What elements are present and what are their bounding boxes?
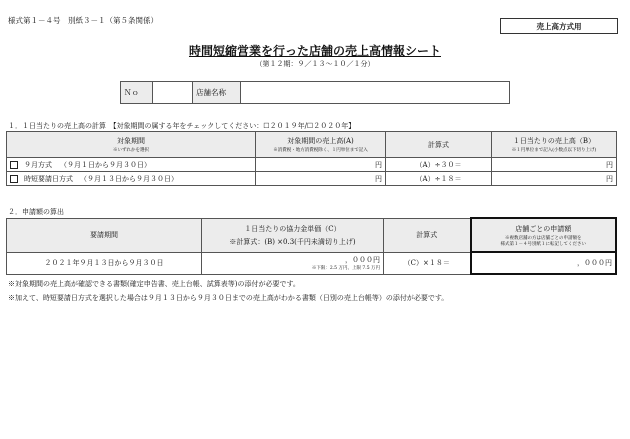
- period-subtitle: （第１２期：９／１３～１０／１分）: [255, 60, 375, 68]
- table-row: [7, 172, 617, 186]
- amount-input[interactable]: ，０００円: [471, 252, 617, 274]
- formula-cell: （A）÷１８＝: [386, 172, 492, 186]
- daily-sales-header: １日当たりの売上高（B） ※１円単位まで記入(小数点以下切り上げ): [492, 132, 617, 158]
- note-daily-ledger: ※加えて、時短要請日方式を選択した場合は９月１３日から９月３０日までの売上高がわかる書類（日別の売上台帳等）の添付が必要です。: [8, 294, 449, 302]
- application-amount-table: [6, 217, 617, 275]
- sept-method-option[interactable]: ９月方式 （９月１日から９月３０日）: [7, 158, 256, 172]
- table-row: [7, 158, 617, 172]
- daily-sales-input[interactable]: 円: [492, 158, 617, 172]
- coop-unit-input[interactable]: ，０００円 ※下限：2.5 万円、上限 7.5 万円: [202, 252, 384, 274]
- formula-cell-2: （C）×１８＝: [384, 252, 471, 274]
- table-row: [7, 252, 617, 274]
- sales-header: 対象期間の売上高(A) ※消費税・地方消費税除く、１円単位まで記入: [256, 132, 386, 158]
- daily-sales-input[interactable]: 円: [492, 172, 617, 186]
- formula-cell: （A）÷３０＝: [386, 158, 492, 172]
- store-name-input[interactable]: [241, 82, 510, 104]
- request-period-cell: ２０２１年９月１３日から９月３０日: [7, 252, 202, 274]
- checkbox[interactable]: [10, 175, 18, 183]
- no-input[interactable]: [153, 82, 193, 104]
- page-title: 時間短縮営業を行った店舗の売上高情報シート: [188, 44, 441, 58]
- sales-input[interactable]: 円: [256, 158, 386, 172]
- section1-heading: １．１日当たりの売上高の計算 【対象期間の属する年をチェックしてください：☐２０１９年/☐２０２０年】: [8, 122, 356, 130]
- no-label: Ｎｏ: [121, 82, 153, 104]
- coop-unit-header: １日当たりの協力金単価（C） ※計算式：(B) ×0.3(千円未満切り上げ): [202, 218, 384, 252]
- note-documents: ※対象期間の売上高が確認できる書類(確定申告書、売上台帳、試算表等)の添付が必要です。: [8, 280, 300, 288]
- sales-input[interactable]: 円: [256, 172, 386, 186]
- method-badge: 売上高方式用: [500, 18, 618, 34]
- store-name-label: 店舗名称: [193, 82, 241, 104]
- checkbox[interactable]: [10, 161, 18, 169]
- amount-header: 店舗ごとの申請額 ※複数店舗の方は店舗ごとの申請額を 様式第１－４号別紙１に転記してください: [471, 218, 617, 252]
- form-number: 様式第１－４号 別紙３－１（第５条関係）: [8, 16, 158, 25]
- period-header: 対象期間 ※いずれかを選択: [7, 132, 256, 158]
- store-id-table: [120, 81, 510, 104]
- request-period-header: 要請期間: [7, 218, 202, 252]
- formula-header-2: 計算式: [384, 218, 471, 252]
- section2-heading: ２．申請額の算出: [8, 208, 64, 216]
- request-date-method-option[interactable]: 時短要請日方式 （９月１３日から９月３０日）: [7, 172, 256, 186]
- daily-sales-table: [6, 131, 617, 186]
- formula-header: 計算式: [386, 132, 492, 158]
